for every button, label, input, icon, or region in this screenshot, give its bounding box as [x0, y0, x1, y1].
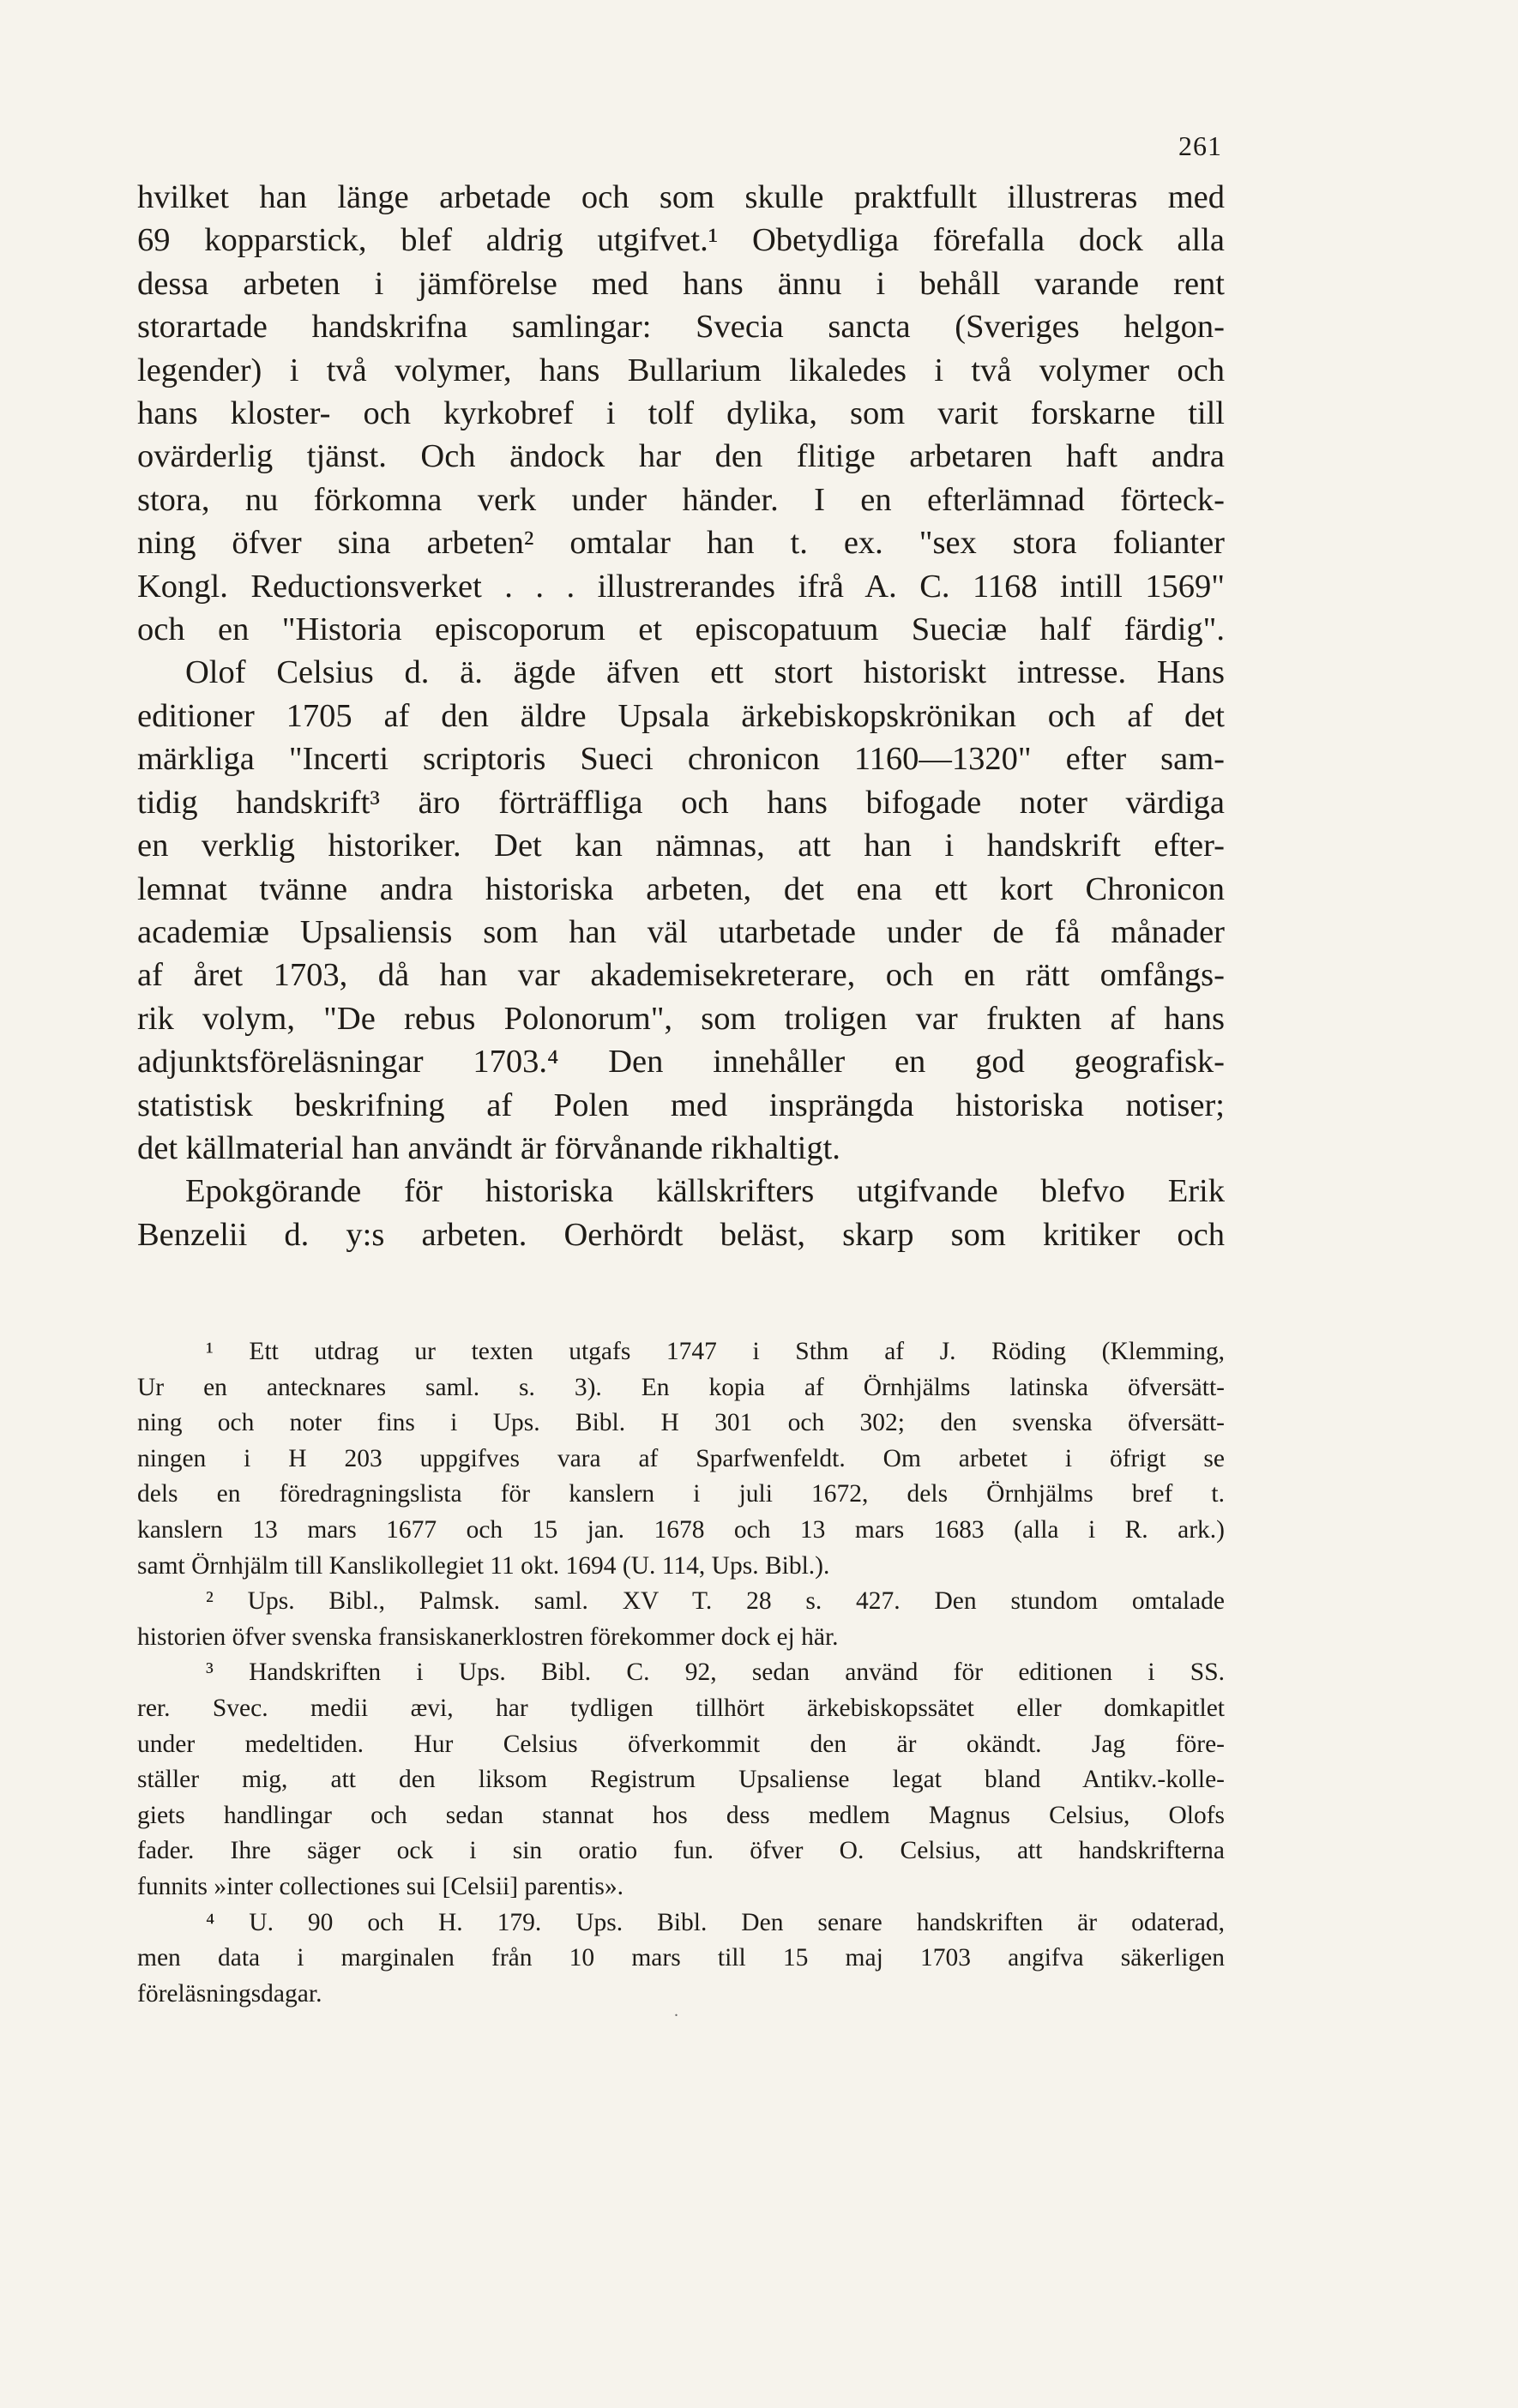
body-line: hans kloster- och kyrkobref i tolf dylika, som varit forskarne till: [137, 395, 1225, 432]
footnote-line: ¹ Ett utdrag ur texten utgafs 1747 i Sthm af J. Röding (Klemming,: [206, 1338, 1225, 1365]
body-line: Olof Celsius d. ä. ägde äfven ett stort historiskt intresse. Hans: [185, 654, 1225, 691]
body-line: legender) i två volymer, hans Bullarium likaledes i två volymer och: [137, 352, 1225, 388]
body-line: adjunktsföreläsningar 1703.⁴ Den innehåller en god geografisk-: [137, 1044, 1225, 1081]
footnote-line: kanslern 13 mars 1677 och 15 jan. 1678 och 13 mars 1683 (alla i R. ark.): [137, 1515, 1225, 1544]
stray-mark: .: [674, 2002, 678, 2020]
body-line: academiæ Upsaliensis som han väl utarbetade under de få månader: [137, 913, 1225, 950]
body-line: dessa arbeten i jämförelse med hans ännu i behåll varande rent: [137, 265, 1225, 302]
footnote-line: giets handlingar och sedan stannat hos dess medlem Magnus Celsius, Olofs: [137, 1801, 1225, 1829]
body-line: 69 kopparstick, blef aldrig utgifvet.¹ Obetydliga förefalla dock alla: [137, 222, 1225, 259]
footnotes: [137, 1334, 1225, 2012]
footnote-line: ningen i H 203 uppgifves vara af Sparfwenfeldt. Om arbetet i öfrigt se: [137, 1444, 1225, 1472]
footnote-line: funnits »inter collectiones sui [Celsii] parentis».: [137, 1872, 623, 1900]
body-line: det källmaterial han användt är förvånande rikhaltigt.: [137, 1129, 840, 1166]
body-line: en verklig historiker. Det kan nämnas, att han i handskrift efter-: [137, 828, 1225, 864]
footnote-line: ning och noter fins i Ups. Bibl. H 301 och 302; den svenska öfversätt-: [137, 1409, 1225, 1437]
footnote-line: samt Örnhjälm till Kanslikollegiet 11 okt. 1694 (U. 114, Ups. Bibl.).: [137, 1551, 830, 1580]
body-line: storartade handskrifna samlingar: Svecia sancta (Sveriges helgon-: [137, 309, 1225, 346]
footnote-line: Ur en antecknares saml. s. 3). En kopia af Örnhjälms latinska öfversätt-: [137, 1373, 1225, 1401]
footnote-line: historien öfver svenska fransiskanerklostren förekommer dock ej här.: [137, 1622, 839, 1651]
body-text: [137, 176, 1225, 1256]
footnote-line: ² Ups. Bibl., Palmsk. saml. XV T. 28 s. 427. Den stundom omtalade: [206, 1587, 1225, 1616]
body-line: tidig handskrift³ äro förträffliga och hans bifogade noter värdiga: [137, 784, 1225, 821]
footnote-line: under medeltiden. Hur Celsius öfverkommit den är okändt. Jag före-: [137, 1730, 1225, 1758]
body-line: stora, nu förkomna verk under händer. I en efterlämnad förteck-: [137, 481, 1225, 518]
body-line: och en "Historia episcoporum et episcopatuum Sueciæ half färdig".: [137, 611, 1225, 648]
body-line: hvilket han länge arbetade och som skulle praktfullt illustreras med: [137, 179, 1225, 215]
body-line: Benzelii d. y:s arbeten. Oerhördt beläst, skarp som kritiker och: [137, 1216, 1225, 1253]
footnote-line: ⁴ U. 90 och H. 179. Ups. Bibl. Den senare handskriften är odaterad,: [206, 1908, 1225, 1936]
body-line: ovärderlig tjänst. Och ändock har den flitige arbetaren haft andra: [137, 438, 1225, 475]
body-line: statistisk beskrifning af Polen med insprängda historiska notiser;: [137, 1087, 1225, 1123]
footnote-line: rer. Svec. medii ævi, har tydligen tillhört ärkebiskopssätet eller domkapitlet: [137, 1694, 1225, 1722]
page-number: 261: [1178, 130, 1222, 161]
body-line: af året 1703, då han var akademisekreterare, och en rätt omfångs-: [137, 957, 1225, 994]
body-line: lemnat tvänne andra historiska arbeten, det ena ett kort Chronicon: [137, 870, 1225, 907]
footnote-line: ställer mig, att den liksom Registrum Upsaliense legat bland Antikv.-kolle-: [137, 1766, 1225, 1794]
footnote-line: fader. Ihre säger ock i sin oratio fun. öfver O. Celsius, att handskrifterna: [137, 1837, 1225, 1865]
footnote-line: dels en föredragningslista för kanslern i juli 1672, dels Örnhjälms bref t.: [137, 1480, 1225, 1508]
body-line: märkliga "Incerti scriptoris Sueci chronicon 1160—1320" efter sam-: [137, 741, 1225, 778]
body-line: Kongl. Reductionsverket . . . illustrerandes ifrå A. C. 1168 intill 1569": [137, 568, 1225, 605]
body-line: editioner 1705 af den äldre Upsala ärkebiskopskrönikan och af det: [137, 697, 1225, 734]
footnote-line: men data i marginalen från 10 mars till 15 maj 1703 angifva säkerligen: [137, 1944, 1225, 1972]
body-line: Epokgörande för historiska källskrifters utgifvande blefvo Erik: [185, 1173, 1225, 1210]
body-line: rik volym, "De rebus Polonorum", som troligen var frukten af hans: [137, 1000, 1225, 1037]
footnote-line: ³ Handskriften i Ups. Bibl. C. 92, sedan använd för editionen i SS.: [206, 1659, 1225, 1687]
footnote-line: föreläsningsdagar.: [137, 1979, 322, 2008]
body-line: ning öfver sina arbeten² omtalar han t. ex. "sex stora folianter: [137, 525, 1225, 562]
